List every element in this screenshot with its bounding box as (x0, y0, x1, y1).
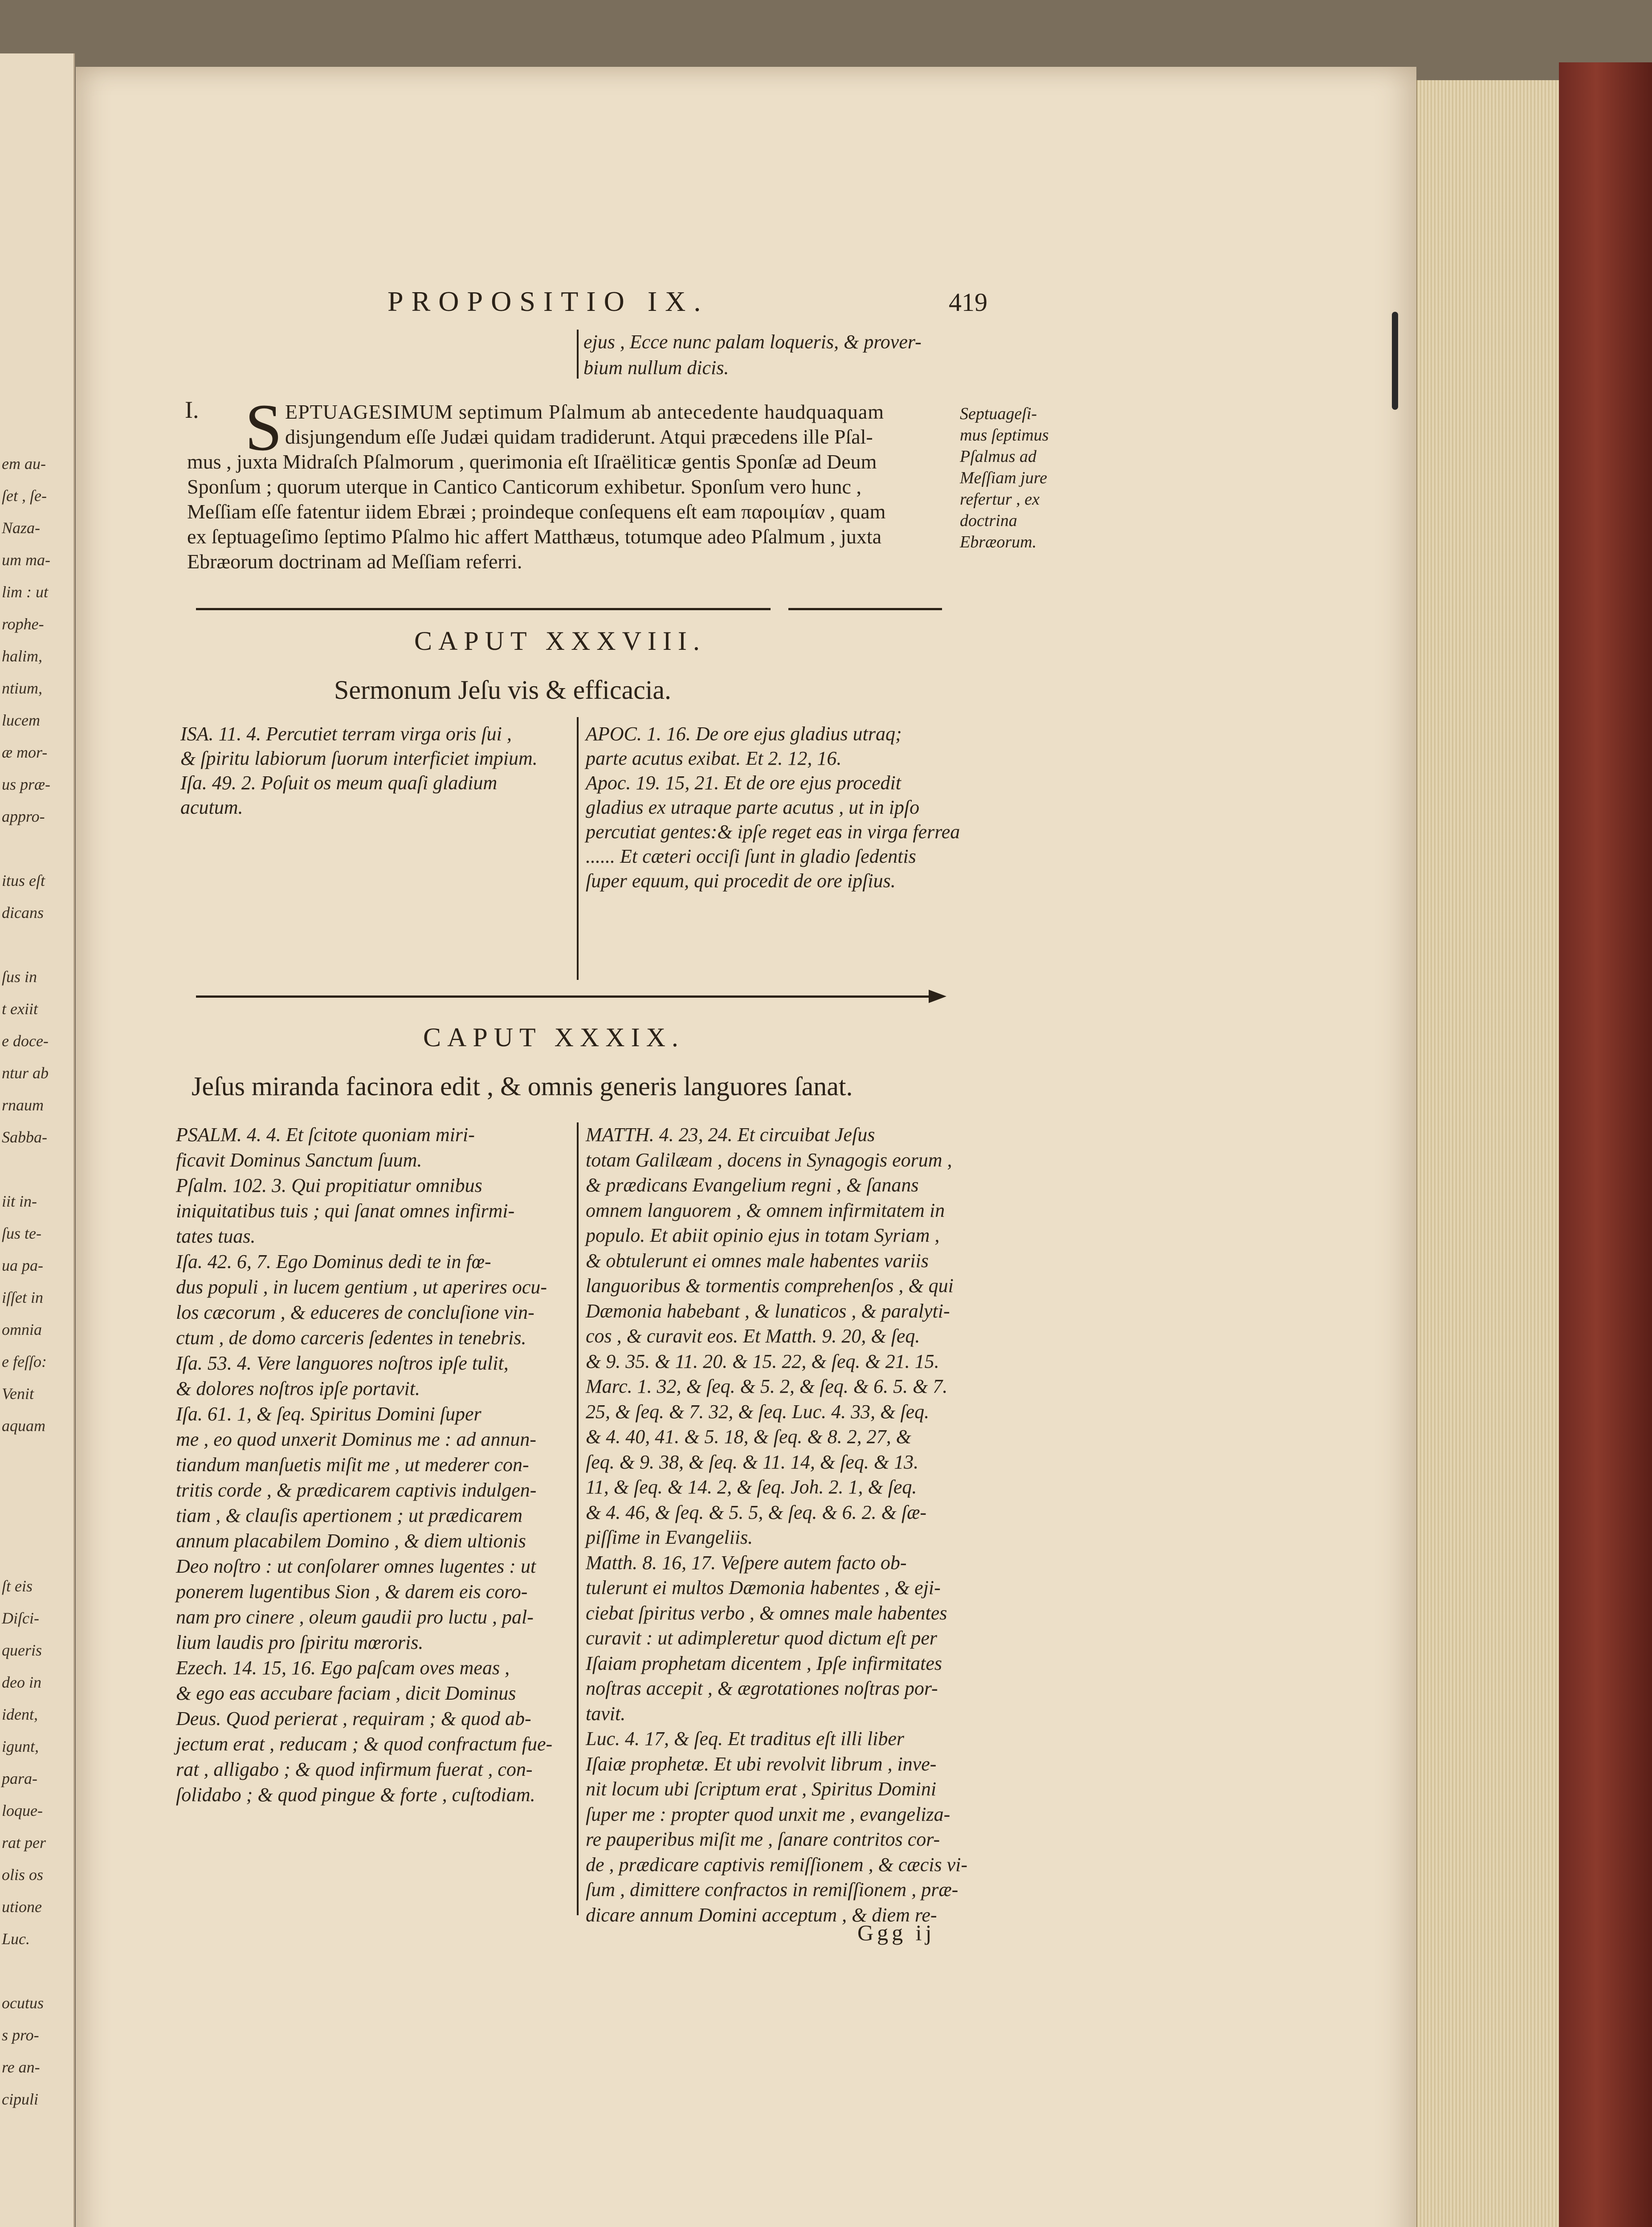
signature-mark: Ggg ij (857, 1920, 935, 1945)
caput-39-right-line: dicare annum Domini acceptum , & diem re- (586, 1904, 937, 1926)
caput-39-subtitle: Jeſus miranda facinora edit , & omnis generis languores ſanat. (192, 1072, 853, 1101)
caput-39-right-line: tavit. (586, 1702, 626, 1725)
previous-page-fragment: æ mor- (2, 743, 48, 761)
caput-39-left-line: tritis corde , & prædicarem captivis indulgen- (176, 1479, 537, 1501)
caput-39-right-line: 11, & ſeq. & 14. 2, & ſeq. Joh. 2. 1, & ſeq. (586, 1476, 917, 1498)
previous-page-fragment: ocutus (2, 1994, 44, 2012)
caput-39-right-line: re pauperibus miſit me , ſanare contritos cor- (586, 1828, 940, 1850)
previous-page-fragment: s pro- (2, 2026, 39, 2044)
page-number: 419 (949, 288, 987, 317)
caput-39-right-line: curavit : ut adimpleretur quod dictum eſt per (586, 1627, 938, 1649)
caput-39-left-line: Iſa. 42. 6, 7. Ego Dominus dedi te in fœ- (176, 1251, 491, 1273)
caput-38-right-line: Apoc. 19. 15, 21. Et de ore ejus procedit (586, 772, 901, 794)
caput-39-right-line: Luc. 4. 17, & ſeq. Et traditus eſt illi liber (586, 1728, 904, 1750)
caput-39-left-line: me , eo quod unxerit Dominus me : ad annun- (176, 1428, 536, 1450)
previous-page-fragment: ſet , ſe- (2, 487, 47, 505)
caput-39-left-line: lium laudis pro ſpiritu mœroris. (176, 1632, 424, 1653)
section-rule-1a (196, 608, 771, 610)
caput-38-right-line: parte acutus exibat. Et 2. 12, 16. (586, 747, 842, 769)
book-page (76, 67, 1416, 2227)
rule-ornament (929, 990, 946, 1003)
section-I-line: mus , juxta Midraſch Pſalmorum , querimonia eſt Iſraëliticæ gentis Sponſæ ad Deum (187, 450, 877, 473)
previous-page-fragment: Venit (2, 1385, 34, 1403)
previous-page-edge (0, 53, 75, 2227)
top-fragment-line-2: bium nullum dicis. (583, 357, 729, 379)
caput-39-right-line: piſſime in Evangeliis. (586, 1526, 753, 1548)
previous-page-fragment: lim : ut (2, 583, 48, 601)
previous-page-fragment: ident, (2, 1705, 38, 1723)
caput-39-left-line: iniquitatibus tuis ; qui ſanat omnes infirmi- (176, 1200, 515, 1222)
caput-39-left-line: tiam , & clauſis apertionem ; ut prædicarem (176, 1505, 523, 1526)
section-I-line: ex ſeptuageſimo ſeptimo Pſalmo hic affert Matthæus, totumque adeo Pſalmum , juxta (187, 525, 882, 548)
column-divider-39 (577, 1122, 579, 1915)
previous-page-fragment: um ma- (2, 551, 50, 569)
section-I-line: Ebræorum doctrinam ad Meſſiam referri. (187, 550, 522, 573)
section-I-line: Meſſiam eſſe fatentur iidem Ebræi ; proindeque conſequens eſt eam παροιμίαν , quam (187, 500, 886, 523)
caput-39-right-line: Matth. 8. 16, 17. Veſpere autem facto ob- (586, 1551, 907, 1574)
top-fragment-line-1: ejus , Ecce nunc palam loqueris, & prover- (583, 331, 922, 353)
previous-page-fragment: loque- (2, 1802, 43, 1819)
previous-page-fragment: olis os (2, 1866, 44, 1884)
caput-39-right-line: Dæmonia habebant , & lunaticos , & paralyti- (586, 1300, 950, 1322)
caput-39-right-line: 25, & ſeq. & 7. 32, & ſeq. Luc. 4. 33, & ſeq. (586, 1400, 930, 1423)
caput-39-left-line: & dolores noſtros ipſe portavit. (176, 1378, 420, 1399)
caput-39-right-line: ciebat ſpiritus verbo , & omnes male habentes (586, 1602, 947, 1624)
caput-39-left-line: Deo noſtro : ut conſolarer omnes lugentes : ut (176, 1555, 536, 1577)
caput-39-right-line: Iſaiam prophetam dicentem , Ipſe infirmitates (586, 1652, 942, 1674)
caput-39-right-line: tulerunt ei multos Dæmonia habentes , & eji- (586, 1577, 941, 1599)
previous-page-fragment: iit in- (2, 1192, 37, 1210)
caput-39-right-line: omnem languorem , & omnem infirmitatem in (586, 1199, 945, 1221)
margin-note-line: mus ſeptimus (960, 426, 1049, 445)
caput-39-left-line: tiandum manſuetis miſit me , ut mederer con- (176, 1454, 529, 1476)
previous-page-fragment: utione (2, 1898, 42, 1916)
previous-page-fragment: halim, (2, 647, 43, 665)
previous-page-fragment: Luc. (2, 1930, 30, 1948)
section-I-line: disjungendum eſſe Judæi quidam tradiderunt. Atqui præcedens ille Pſal- (285, 425, 873, 448)
margin-note-line: doctrina (960, 511, 1017, 530)
section-I-line: EPTUAGESIMUM septimum Pſalmum ab antecedente haudquaquam (285, 400, 885, 423)
previous-page-fragment: appro- (2, 808, 45, 825)
caput-39-left-line: ponerem lugentibus Sion , & darem eis coro- (176, 1581, 528, 1603)
caput-39-left-line: annum placabilem Domino , & diem ultionis (176, 1530, 526, 1552)
caput-39-left-line: jectum erat , reducam ; & quod confractum fue- (176, 1733, 553, 1755)
previous-page-fragment: rnaum (2, 1096, 44, 1114)
caput-38-right-line: APOC. 1. 16. De ore ejus gladius utraq; (586, 723, 902, 745)
caput-39-right-line: noſtras accepit , & ægrotationes noſtras por- (586, 1677, 938, 1699)
caput-39-left-line: rat , alligabo ; & quod infirmum fuerat , con- (176, 1758, 533, 1780)
margin-note-line: Meſſiam jure (960, 469, 1047, 487)
caput-39-right-line: & 4. 40, 41. & 5. 18, & ſeq. & 8. 2, 27, & (586, 1426, 911, 1448)
caput-39-right-line: & prædicans Evangelium regni , & ſanans (586, 1174, 919, 1196)
margin-note-line: Septuageſi- (960, 404, 1037, 423)
margin-note-line: Ebræorum. (960, 533, 1037, 551)
caput-39-left-line: Iſa. 61. 1, & ſeq. Spiritus Domini ſuper (176, 1403, 481, 1425)
previous-page-fragment: Naza- (2, 519, 41, 537)
caput-39-title: CAPUT XXXIX. (423, 1023, 685, 1052)
caput-38-left-line: acutum. (180, 796, 243, 818)
caput-38-title: CAPUT XXXVIII. (414, 626, 706, 656)
caput-39-right-line: MATTH. 4. 23, 24. Et circuibat Jeſus (586, 1124, 875, 1146)
caput-38-right-line: percutiat gentes:& ipſe reget eas in virga ferrea (586, 821, 960, 843)
previous-page-fragment: itus eſt (2, 872, 45, 889)
caput-39-right-line: languoribus & tormentis comprehenſos , & qui (586, 1275, 954, 1297)
caput-39-right-line: ſeq. & 9. 38, & ſeq. & 11. 14, & ſeq. & 13. (586, 1451, 919, 1473)
running-title: PROPOSITIO IX. (388, 286, 709, 317)
caput-39-right-line: totam Galilæam , docens in Synagogis eorum , (586, 1149, 952, 1171)
section-I-line: Sponſum ; quorum uterque in Cantico Canticorum exhibetur. Sponſum vero hunc , (187, 475, 861, 498)
previous-page-fragment: Diſci- (2, 1609, 39, 1627)
caput-38-right-line: ...... Et cæteri occiſi ſunt in gladio ſedentis (586, 845, 916, 867)
previous-page-fragment: re an- (2, 2058, 40, 2076)
previous-page-fragment: e doce- (2, 1032, 49, 1050)
margin-note-line: refertur , ex (960, 490, 1040, 509)
previous-page-fragment: deo in (2, 1673, 41, 1691)
previous-page-fragment: rat per (2, 1834, 46, 1852)
caput-39-right-line: populo. Et abiit opinio ejus in totam Syriam , (586, 1224, 940, 1246)
page-edges (1416, 80, 1560, 2227)
caput-39-left-line: ſolidabo ; & quod pingue & forte , cuſtodiam. (176, 1784, 535, 1806)
caput-38-right-line: gladius ex utraque parte acutus , ut in ipſo (586, 796, 920, 818)
section-number: I. (185, 396, 199, 423)
caput-39-left-line: & ego eas accubare faciam , dicit Dominus (176, 1682, 516, 1704)
caput-39-left-line: ctum , de domo carceris ſedentes in tenebris. (176, 1327, 526, 1349)
caput-39-left-line: Pſalm. 102. 3. Qui propitiatur omnibus (176, 1175, 482, 1196)
caput-39-right-line: nit locum ubi ſcriptum erat , Spiritus Domini (586, 1778, 937, 1800)
caput-39-right-line: & 9. 35. & 11. 20. & 15. 22, & ſeq. & 21. 15. (586, 1350, 939, 1372)
caput-39-left-line: ficavit Dominus Sanctum ſuum. (176, 1149, 422, 1171)
previous-page-fragment: em au- (2, 455, 46, 473)
previous-page-fragment: us præ- (2, 775, 51, 793)
previous-page-fragment: ua pa- (2, 1256, 43, 1274)
caput-39-left-line: Iſa. 53. 4. Vere languores noſtros ipſe tulit, (176, 1352, 509, 1374)
caput-39-left-line: dus populi , in lucem gentium , ut aperires ocu- (176, 1276, 547, 1298)
caput-39-right-line: ſuper me : propter quod unxit me , evangeliza- (586, 1803, 950, 1825)
margin-note-line: Pſalmus ad (960, 447, 1037, 466)
caput-38-left-line: & ſpiritu labiorum ſuorum interficiet impium. (180, 747, 538, 769)
previous-page-fragment: ſus in (2, 968, 37, 986)
previous-page-fragment: e feſſo: (2, 1353, 47, 1370)
caput-39-left-line: Deus. Quod perierat , requiram ; & quod ab- (176, 1708, 531, 1729)
previous-page-fragment: lucem (2, 711, 40, 729)
caput-39-left-line: PSALM. 4. 4. Et ſcitote quoniam miri- (176, 1124, 475, 1146)
previous-page-fragment: cipuli (2, 2090, 38, 2108)
previous-page-fragment: ſus te- (2, 1224, 41, 1242)
caput-38-right-line: ſuper equum, qui procedit de ore ipſius. (586, 870, 896, 892)
caput-38-subtitle: Sermonum Jeſu vis & efficacia. (334, 675, 672, 705)
previous-page-fragment: aquam (2, 1417, 45, 1435)
caput-39-left-line: los cæcorum , & educeres de concluſione vin- (176, 1301, 534, 1323)
previous-page-fragment: rophe- (2, 615, 44, 633)
previous-page-fragment: iſſet in (2, 1289, 43, 1306)
previous-page-fragment: ntium, (2, 679, 43, 697)
previous-page-fragment: igunt, (2, 1738, 39, 1755)
caput-39-right-line: Iſaiæ prophetæ. Et ubi revolvit librum , inve- (586, 1753, 937, 1775)
caput-39-right-line: & 4. 46, & ſeq. & 5. 5, & ſeq. & 6. 2. & ſæ- (586, 1501, 927, 1523)
book-cover (1559, 62, 1652, 2227)
column-divider-top (577, 330, 579, 379)
section-rule-2 (196, 995, 931, 998)
previous-page-fragment: t exiit (2, 1000, 38, 1018)
caput-39-left-line: Ezech. 14. 15, 16. Ego paſcam oves meas , (176, 1657, 510, 1679)
caput-39-right-line: Marc. 1. 32, & ſeq. & 5. 2, & ſeq. & 6. 5. & 7. (586, 1375, 948, 1397)
previous-page-fragment: para- (2, 1770, 37, 1787)
caput-39-right-line: de , prædicare captivis remiſſionem , & cæcis vi- (586, 1853, 968, 1876)
previous-page-fragment: ſt eis (2, 1577, 33, 1595)
previous-page-fragment: dicans (2, 904, 44, 922)
caput-39-right-line: & obtulerunt ei omnes male habentes variis (586, 1249, 929, 1272)
caput-39-right-line: cos , & curavit eos. Et Matth. 9. 20, & ſeq. (586, 1325, 920, 1347)
caput-39-left-line: tates tuas. (176, 1225, 256, 1247)
caput-39-right-line: ſum , dimittere confractos in remiſſionem , præ- (586, 1879, 959, 1901)
caput-39-left-line: nam pro cinere , oleum gaudii pro luctu , pal- (176, 1606, 534, 1628)
previous-page-fragment: queris (2, 1641, 42, 1659)
drop-cap: S (245, 391, 282, 465)
column-divider-38 (577, 717, 579, 980)
previous-page-fragment: Sabba- (2, 1128, 47, 1146)
previous-page-fragment: omnia (2, 1321, 42, 1338)
caput-38-left-line: ISA. 11. 4. Percutiet terram virga oris ſui , (180, 723, 512, 745)
ink-stain (1392, 312, 1398, 410)
previous-page-fragment: ntur ab (2, 1064, 49, 1082)
caput-38-left-line: Iſa. 49. 2. Poſuit os meum quaſi gladium (180, 772, 498, 794)
section-rule-1b (788, 608, 942, 610)
